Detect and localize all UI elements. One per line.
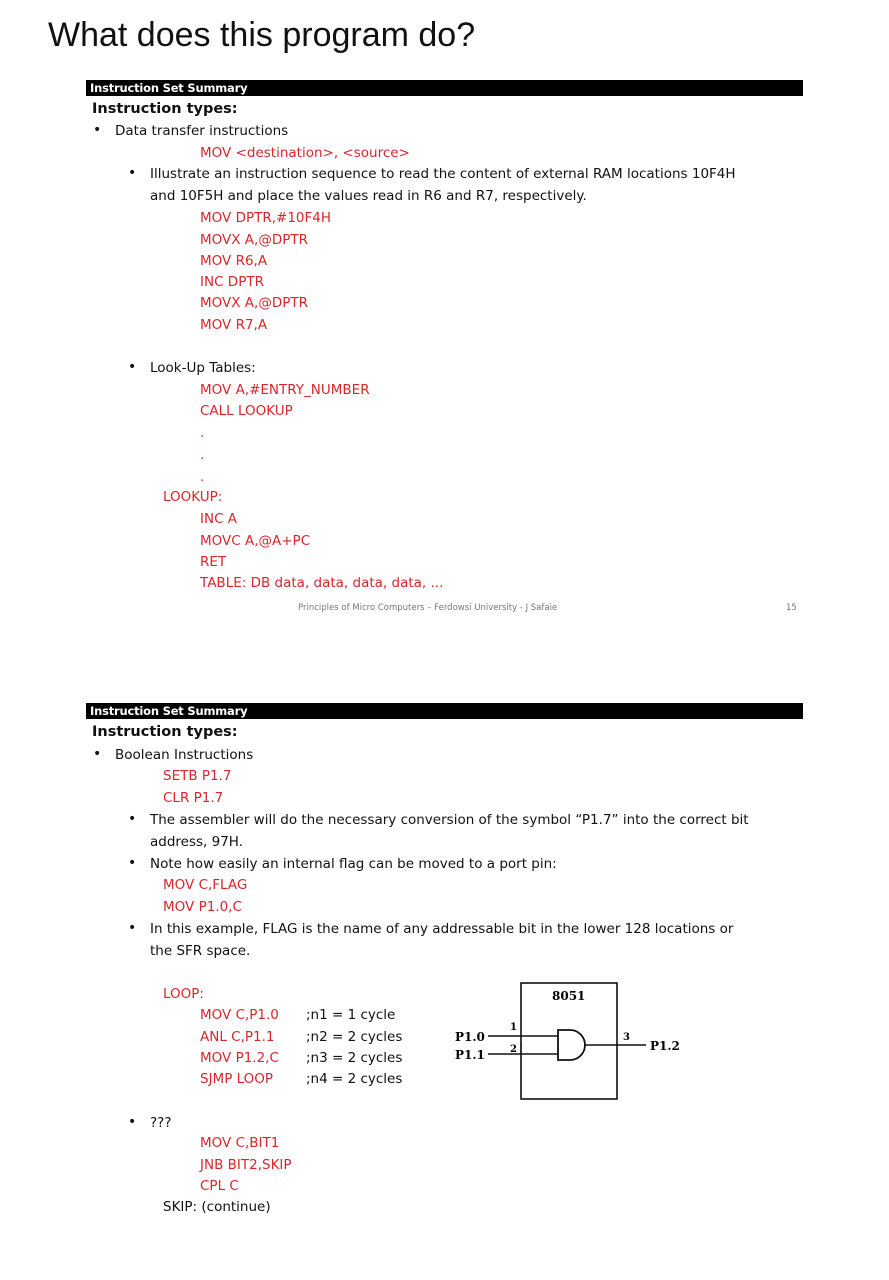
slide-boolean [0,700,889,1220]
note-line: Note how easily an internal flag can be moved to a port pin: [150,856,557,872]
code-line: MOV R6,A [200,253,268,269]
input-label-a: P1.0 [455,1030,485,1044]
ellipsis-dot: . [200,426,205,441]
pin-number-2: 2 [510,1044,517,1055]
code-line: MOV DPTR,#10F4H [200,210,332,226]
bullet-icon: • [128,1114,137,1130]
bullet-icon: • [128,359,137,375]
code-line: TABLE: DB data, data, data, data, ... [200,575,444,591]
cycle-comment: ;n2 = 2 cycles [306,1029,403,1045]
question-bullet: ??? [150,1115,172,1131]
cycle-comment: ;n4 = 2 cycles [306,1071,403,1087]
skip-line: SKIP: (continue) [163,1199,271,1215]
example-line-1: In this example, FLAG is the name of any addressable bit in the lower 128 locations or [150,921,734,937]
bullet-icon: • [93,746,102,762]
pin-number-3: 3 [623,1032,630,1043]
bullet-boolean: Boolean Instructions [115,747,254,763]
lookup-bullet: Look-Up Tables: [150,360,256,376]
pin-number-1: 1 [510,1022,517,1033]
code-line: MOVX A,@DPTR [200,232,308,248]
code-line: SETB P1.7 [163,768,232,784]
banner-title: Instruction Set Summary [90,704,248,718]
bullet-icon: • [93,122,102,138]
code-line: CALL LOOKUP [200,403,293,419]
code-line: MOV R7,A [200,317,268,333]
illustrate-line-1: Illustrate an instruction sequence to read the content of external RAM locations 10F4H [150,166,736,182]
loop-code-line: ANL C,P1.1 [200,1029,275,1045]
assembler-line-1: The assembler will do the necessary conversion of the symbol “P1.7” into the correct bit [150,812,749,828]
slide-heading: Instruction types: [92,101,238,117]
and-gate-diagram [448,978,698,1104]
mov-syntax: MOV <destination>, <source> [200,145,410,161]
bullet-icon: • [128,855,137,871]
cycle-comment: ;n3 = 2 cycles [306,1050,403,1066]
lookup-label: LOOKUP: [163,489,223,505]
bullet-icon: • [128,811,137,827]
output-label: P1.2 [650,1039,680,1053]
code-line: MOV A,#ENTRY_NUMBER [200,382,370,398]
and-gate-icon [558,1030,585,1060]
slide-15 [0,76,889,621]
question-title: What does this program do? [48,16,476,54]
code-line: MOVC A,@A+PC [200,533,311,549]
loop-code-line: MOV P1.2,C [200,1050,279,1066]
bullet-icon: • [128,920,137,936]
loop-label: LOOP: [163,986,204,1002]
slide-footer: Principles of Micro Computers – Ferdowsi University - J Safaie [298,603,558,613]
illustrate-line-2: and 10F5H and place the values read in R6 and R7, respectively. [150,188,587,204]
code-line: INC A [200,511,238,527]
slide-banner [86,703,803,719]
code-line: RET [200,554,227,570]
loop-code-line: SJMP LOOP [200,1071,274,1087]
ellipsis-dot: . [200,470,205,485]
code-line: MOV P1.0,C [163,899,242,915]
chip-label: 8051 [552,989,586,1003]
code-line: JNB BIT2,SKIP [200,1157,292,1173]
code-line: MOV C,BIT1 [200,1135,280,1151]
code-line: CPL C [200,1178,239,1194]
slide-heading: Instruction types: [92,724,238,740]
example-line-2: the SFR space. [150,943,251,959]
assembler-line-2: address, 97H. [150,834,244,850]
code-line: MOV C,FLAG [163,877,248,893]
banner-title: Instruction Set Summary [90,81,248,95]
loop-code-line: MOV C,P1.0 [200,1007,279,1023]
code-line: MOVX A,@DPTR [200,295,308,311]
code-line: CLR P1.7 [163,790,224,806]
slide-banner [86,80,803,96]
ellipsis-dot: . [200,448,205,463]
bullet-icon: • [128,165,137,181]
code-line: INC DPTR [200,274,264,290]
bullet-data-transfer: Data transfer instructions [115,123,289,139]
cycle-comment: ;n1 = 1 cycle [306,1007,396,1023]
page-number: 15 [786,603,797,613]
input-label-b: P1.1 [455,1048,485,1062]
